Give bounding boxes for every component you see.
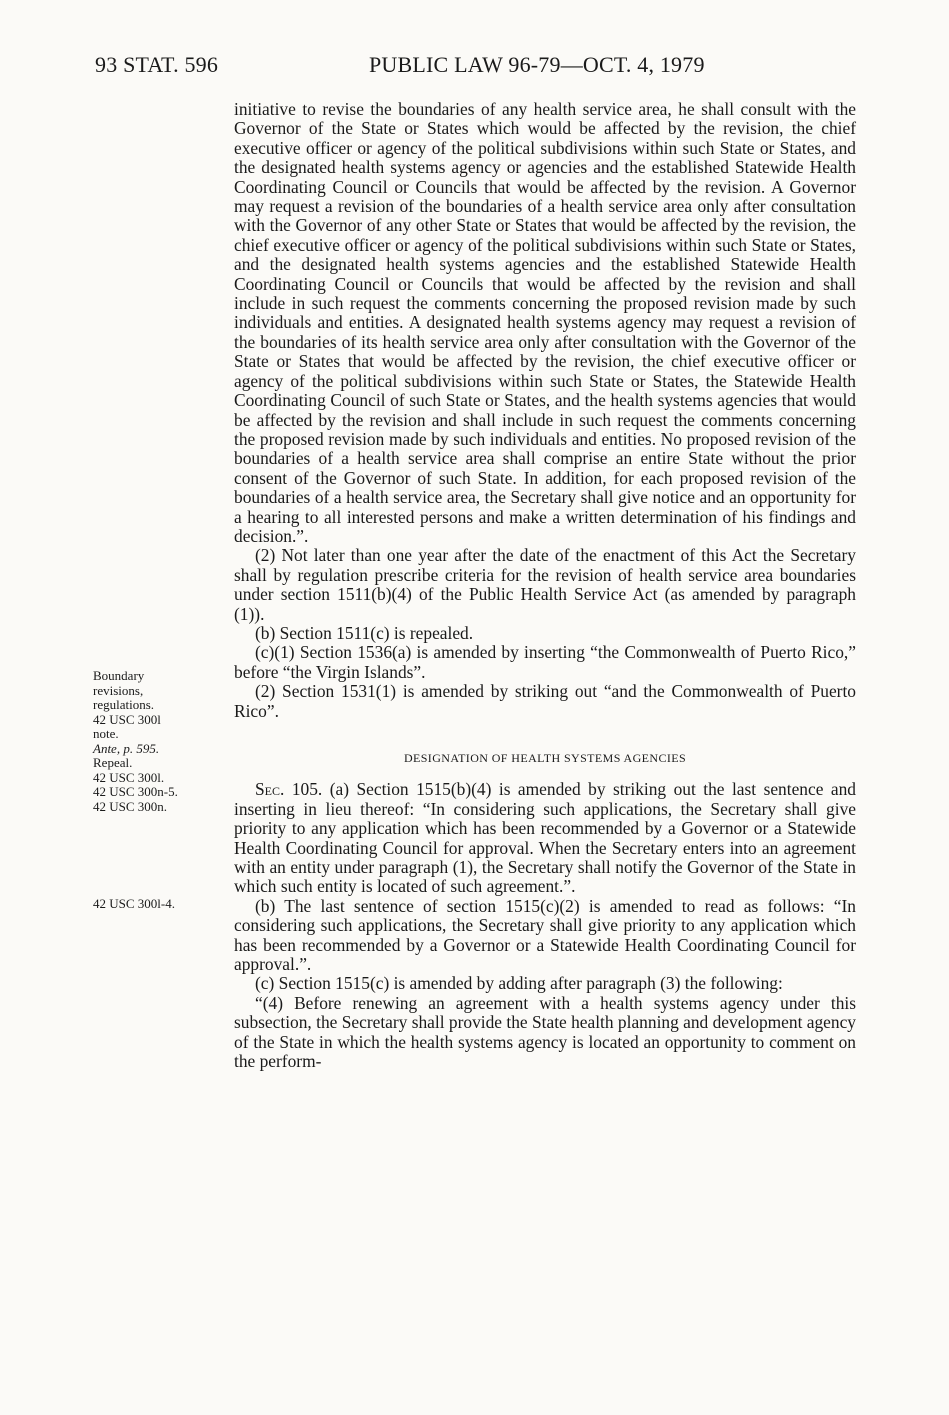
stat-citation: 93 STAT. 596 (95, 52, 219, 77)
sec-105-text: 105. (a) Section 1515(b)(4) is amended by striking out the last sentence and inserting in lieu thereof: “In considering such applications, the Secretary shall give priority to any application which has been recommended by a Governor or a Statewide Health Coordinating Council for approval. When the Secretary enters into an agreement with an entity under paragraph (1), the Secretary shall notify the Governor of the State in which such entity is located of such agreement.”. (234, 779, 856, 897)
margin-notes-2 (93, 897, 223, 912)
law-title: PUBLIC LAW 96-79—OCT. 4, 1979 (369, 52, 705, 77)
page-header (0, 52, 949, 86)
paragraph: (c)(1) Section 1536(a) is amended by inserting “the Commonwealth of Puerto Rico,” before “the Virgin Islands”. (234, 642, 856, 682)
paragraph-sec-105 (234, 780, 856, 896)
paragraph: (2) Not later than one year after the date of the enactment of this Act the Secretary shall by regulation prescribe criteria for the revision of health service area boundaries under section 1511(b)(4) of the Public Health Service Act (as amended by paragraph (1)). (234, 545, 856, 624)
margin-note: revisions, (93, 682, 144, 698)
sec-label: Sec. (255, 779, 285, 800)
paragraph: (c) Section 1515(c) is amended by adding after paragraph (3) the following: (255, 973, 783, 994)
margin-note: Ante, p. 595. (93, 740, 160, 756)
margin-note: 42 USC 300n-5. (93, 784, 178, 799)
margin-note: regulations. (93, 697, 155, 712)
main-text (234, 100, 856, 1072)
margin-note: Repeal. (93, 755, 133, 770)
margin-note: 42 USC 300l-4. (93, 896, 175, 911)
section-heading: DESIGNATION OF HEALTH SYSTEMS AGENCIES (403, 751, 687, 765)
margin-note: note. (93, 726, 119, 741)
margin-note: 42 USC 300n. (93, 798, 168, 814)
paragraph: initiative to revise the boundaries of any health service area, he shall consult with the Governor of the State or States which would be affected by the revision, the chief executive officer or agency of the political subdivisions within such State or States, and the designated health systems agency or agencies and the established Statewide Health Coordinating Council or Councils that would be affected by the revision. A Governor may request a revision of the boundaries of a health service area only after consultation with the Governor of any other State or States that would be affected by the revision, the chief executive officer or agency of the political subdivisions within such State or States, and the designated health systems agencies and the established Statewide Health Coordinating Council or Councils that would be affected by the revision and shall include in such request the comments concerning the proposed revision made by such individuals and entities. A designated health systems agency may request a revision of the boundaries of its health service area only after consultation with the Governor of the State or States that would be affected by the revision, the chief executive officer or agency of the political subdivisions within such State or States, the Statewide Health Coordinating Council of such State or States, and the health systems agencies that would be affected by the revision and shall include in such request the comments concerning the proposed revision made by such individuals and entities. No proposed revision of the boundaries of a health service area shall comprise an entire State without the prior consent of the Governor of such State. In addition, for each proposed revision of the boundaries of a health service area, the Secretary shall give notice and an opportunity for a hearing to all interested persons and make a written determination of his findings and decision.”. (234, 99, 856, 546)
margin-note: 42 USC 300l. (93, 769, 165, 785)
paragraph: (b) The last sentence of section 1515(c)(2) is amended to read as follows: “In considering such applications, the Secretary shall give priority to any application which has been recommended by a Governor or a Statewide Health Coordinating Council for approval.”. (234, 895, 856, 975)
paragraph: (b) Section 1511(c) is repealed. (255, 622, 474, 643)
margin-note: 42 USC 300l (93, 711, 161, 727)
margin-note: Boundary (93, 668, 145, 683)
paragraph: “(4) Before renewing an agreement with a health systems agency under this subsection, the Secretary shall provide the State health planning and development agency of the State in which the health systems agency is located an opportunity to comment on the perform- (234, 992, 857, 1072)
margin-notes-1 (93, 669, 223, 814)
paragraph: (2) Section 1531(1) is amended by striking out “and the Commonwealth of Puerto Rico”. (234, 681, 856, 721)
